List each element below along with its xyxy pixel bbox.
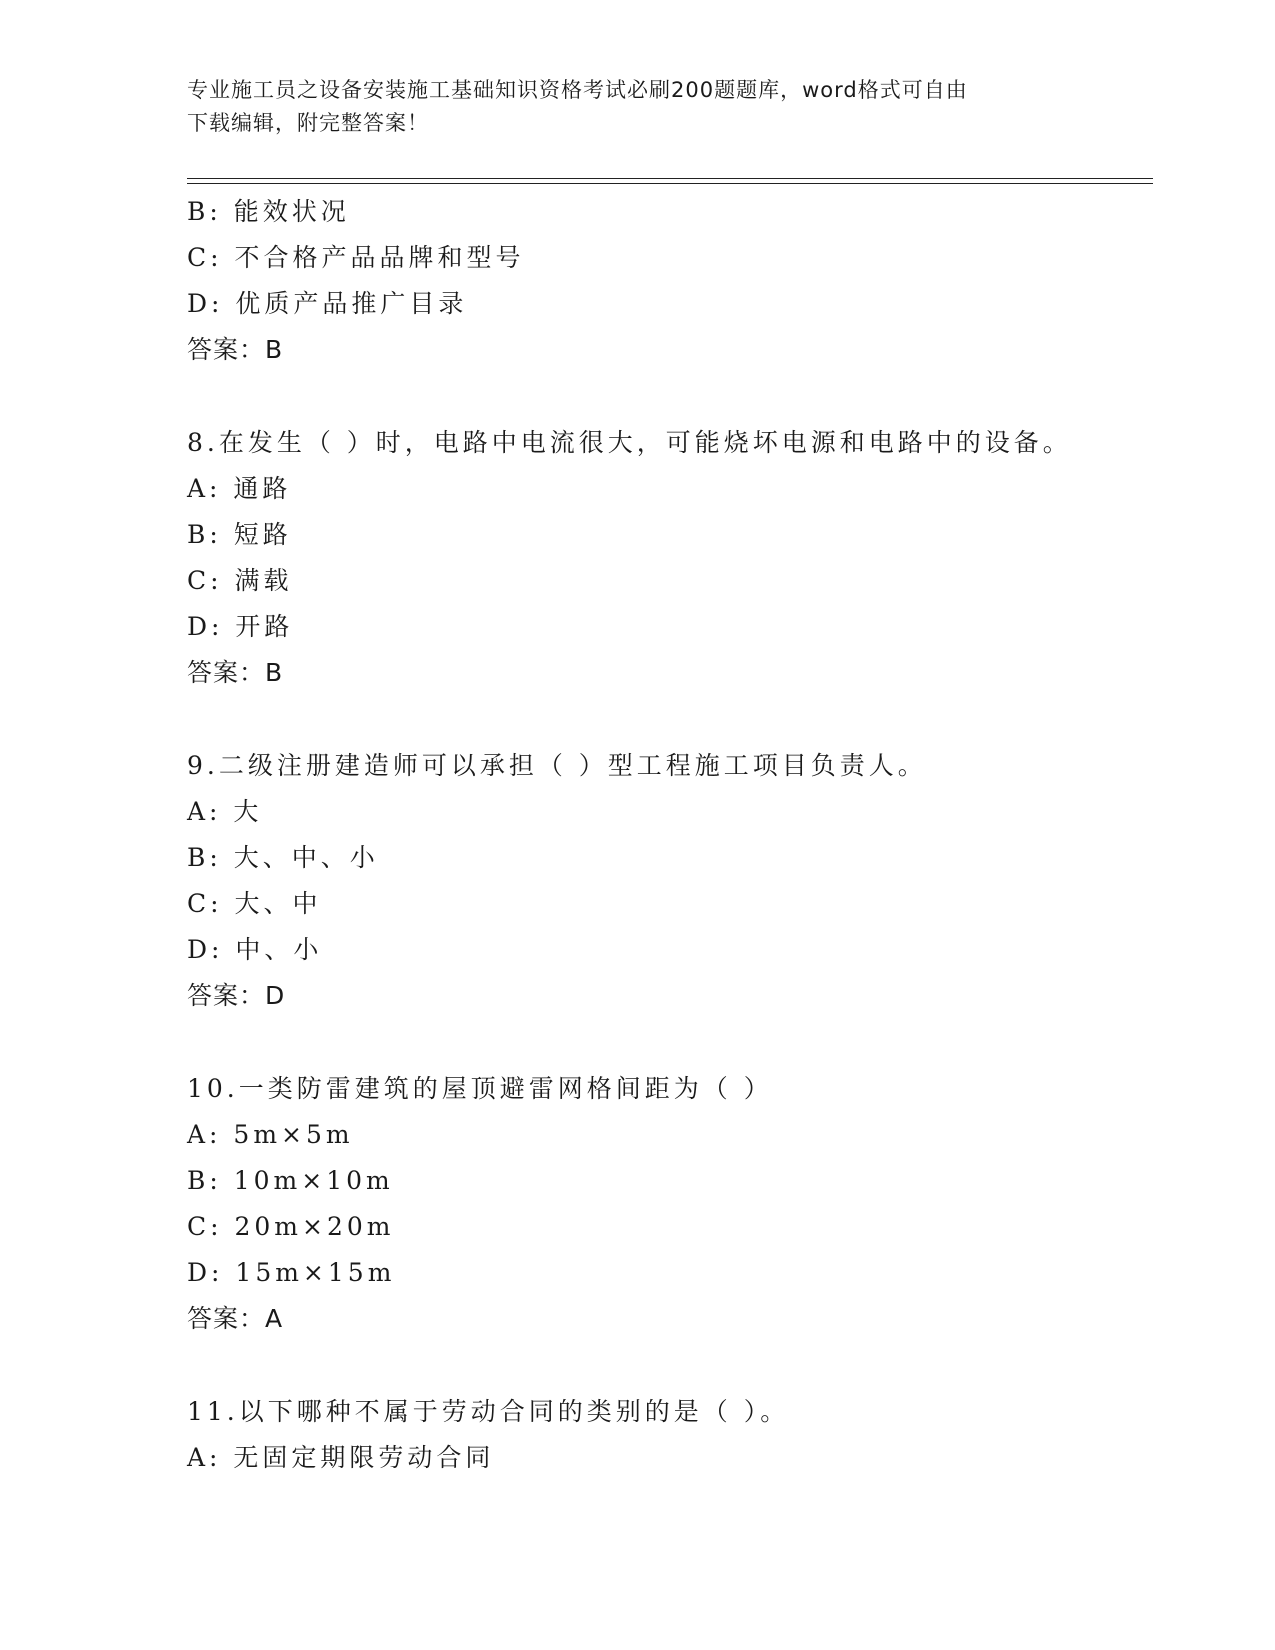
- option-a: A: 无固定期限劳动合同: [187, 1443, 495, 1472]
- option-c: C: 不合格产品品牌和型号: [187, 243, 525, 272]
- header-line-1: 专业施工员之设备安装施工基础知识资格考试必刷200题题库，word格式可自由: [187, 78, 968, 102]
- answer-line: 答案：A: [187, 1304, 284, 1333]
- option-d: D: 开路: [187, 612, 294, 641]
- question-7-continued: [187, 189, 1153, 373]
- header-divider-bottom: [187, 183, 1153, 184]
- header-divider-top: [187, 178, 1153, 179]
- option-b: B: 大、中、小: [187, 843, 379, 872]
- option-b: B: 10m×10m: [187, 1166, 394, 1195]
- option-c: C: 满载: [187, 566, 293, 595]
- answer-line: 答案：B: [187, 335, 284, 364]
- option-b: B: 短路: [187, 520, 292, 549]
- question-10: [187, 1066, 1153, 1342]
- question-stem: 10.一类防雷建筑的屋顶避雷网格间距为（ ）: [187, 1074, 773, 1103]
- option-b: B: 能效状况: [187, 197, 350, 226]
- question-stem: 9.二级注册建造师可以承担（ ）型工程施工项目负责人。: [187, 751, 927, 780]
- question-11: [187, 1389, 1153, 1481]
- option-a: A: 大: [187, 797, 263, 826]
- question-9: [187, 743, 1153, 1019]
- option-a: A: 通路: [187, 474, 292, 503]
- question-stem: 8.在发生（ ）时，电路中电流很大，可能烧坏电源和电路中的设备。: [187, 428, 1072, 457]
- question-list: [187, 189, 1153, 1481]
- option-a: A: 5m×5m: [187, 1120, 354, 1149]
- answer-line: 答案：B: [187, 658, 284, 687]
- answer-line: 答案：D: [187, 981, 286, 1010]
- option-d: D: 15m×15m: [187, 1258, 396, 1287]
- option-c: C: 大、中: [187, 889, 322, 918]
- document-header: [187, 74, 1087, 140]
- option-c: C: 20m×20m: [187, 1212, 395, 1241]
- option-d: D: 优质产品推广目录: [187, 289, 468, 318]
- option-d: D: 中、小: [187, 935, 323, 964]
- question-8: [187, 420, 1153, 696]
- question-stem: 11.以下哪种不属于劳动合同的类别的是（ ）。: [187, 1397, 790, 1426]
- header-line-2: 下载编辑，附完整答案！: [187, 111, 429, 135]
